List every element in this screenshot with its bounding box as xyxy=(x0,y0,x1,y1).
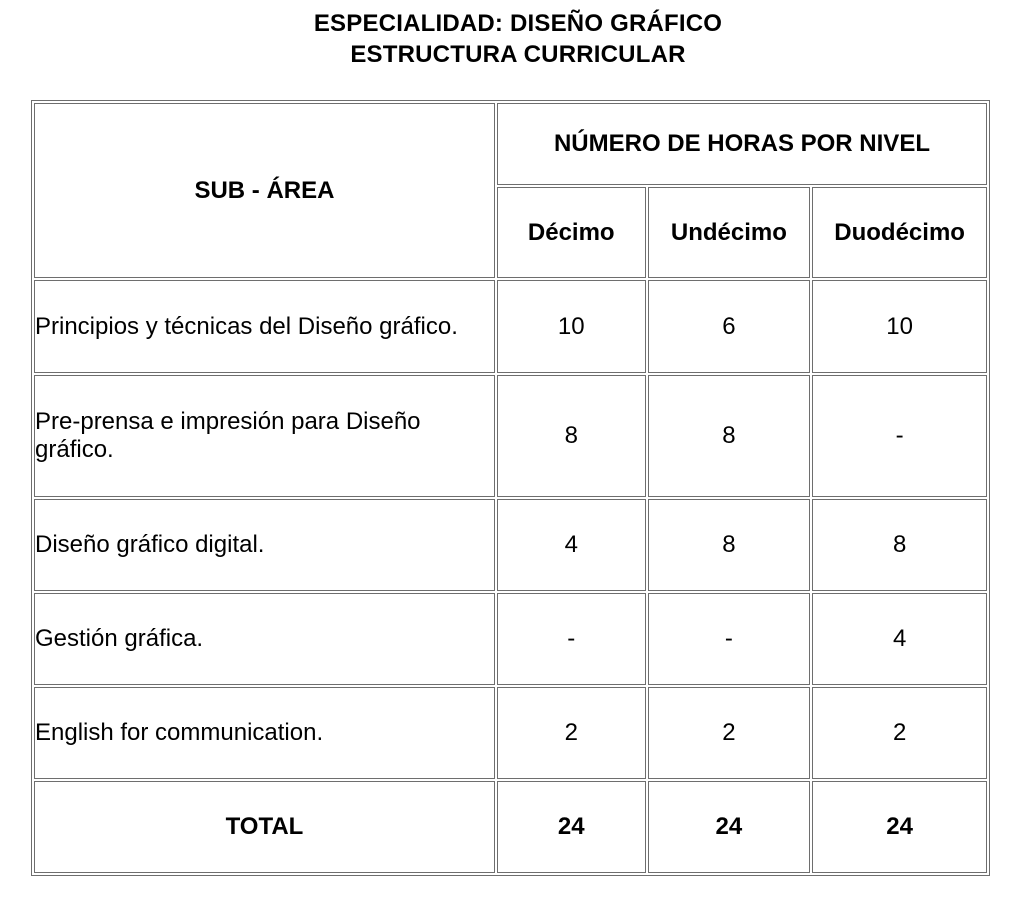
hours-cell: 10 xyxy=(812,280,987,373)
hours-cell: - xyxy=(497,593,646,685)
hours-cell: 8 xyxy=(648,499,811,591)
table-row xyxy=(34,499,987,591)
hours-cell: 6 xyxy=(648,280,811,373)
table-row xyxy=(34,593,987,685)
subarea-cell: Pre-prensa e impresión para Diseño gráfico. xyxy=(34,375,495,497)
hours-cell: 2 xyxy=(497,687,646,779)
table-header-row xyxy=(34,103,987,185)
table-row xyxy=(34,687,987,779)
total-cell: 24 xyxy=(812,781,987,873)
hours-cell: 4 xyxy=(812,593,987,685)
level-header-duodecimo: Duodécimo xyxy=(812,187,987,278)
subarea-header: SUB - ÁREA xyxy=(34,103,495,278)
subarea-cell: English for communication. xyxy=(34,687,495,779)
subarea-cell: Diseño gráfico digital. xyxy=(34,499,495,591)
specialty-title: ESPECIALIDAD: DISEÑO GRÁFICO xyxy=(313,10,723,37)
hours-cell: - xyxy=(648,593,811,685)
document-heading xyxy=(0,8,1024,70)
hours-cell: 2 xyxy=(648,687,811,779)
structure-subtitle: ESTRUCTURA CURRICULAR xyxy=(350,41,686,68)
subarea-cell: Principios y técnicas del Diseño gráfico. xyxy=(34,280,495,373)
hours-cell: 8 xyxy=(648,375,811,497)
level-header-undecimo: Undécimo xyxy=(648,187,811,278)
hours-cell: 8 xyxy=(497,375,646,497)
table-row xyxy=(34,375,987,497)
total-cell: 24 xyxy=(648,781,811,873)
hours-cell: 4 xyxy=(497,499,646,591)
subarea-cell: Gestión gráfica. xyxy=(34,593,495,685)
hours-per-level-header: NÚMERO DE HORAS POR NIVEL xyxy=(497,103,987,185)
total-label: TOTAL xyxy=(34,781,495,873)
hours-cell: 8 xyxy=(812,499,987,591)
level-header-decimo: Décimo xyxy=(497,187,646,278)
total-cell: 24 xyxy=(497,781,646,873)
hours-cell: 2 xyxy=(812,687,987,779)
hours-cell: 10 xyxy=(497,280,646,373)
curriculum-table xyxy=(31,100,990,876)
hours-cell: - xyxy=(812,375,987,497)
total-row xyxy=(34,781,987,873)
table-row xyxy=(34,280,987,373)
